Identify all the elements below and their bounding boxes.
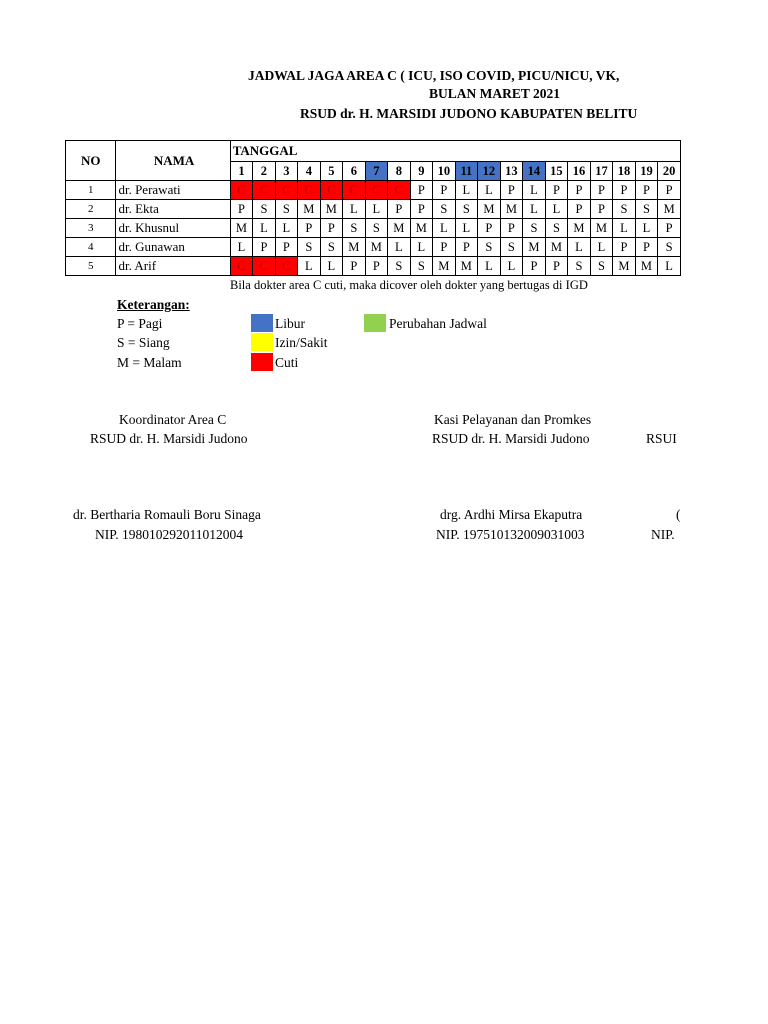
- row-nama: dr. Khusnul: [116, 219, 230, 238]
- shift-cell: L: [433, 219, 456, 238]
- day-header-cell: 3: [275, 162, 297, 181]
- shift-cell: P: [343, 257, 366, 276]
- hospital-name: RSUD dr. H. MARSIDI JUDONO KABUPATEN BELITU: [300, 106, 638, 121]
- shift-cell: P: [613, 181, 636, 200]
- shift-cell: L: [388, 238, 411, 257]
- shift-cell: S: [275, 200, 297, 219]
- row-no: 4: [66, 238, 116, 257]
- shift-cell: L: [478, 257, 501, 276]
- day-header-cell: 16: [568, 162, 591, 181]
- day-header-cell: 6: [343, 162, 366, 181]
- schedule-month: BULAN MARET 2021: [429, 86, 561, 101]
- row-nama: dr. Arif: [116, 257, 230, 276]
- shift-cell: S: [298, 238, 321, 257]
- shift-cell: P: [320, 219, 343, 238]
- day-header-cell: 19: [635, 162, 658, 181]
- sig-middle-org: RSUD dr. H. Marsidi Judono: [432, 431, 590, 446]
- shift-cell: M: [635, 257, 658, 276]
- schedule-table: [65, 140, 681, 276]
- shift-cell: P: [388, 200, 411, 219]
- no-header: NO: [66, 141, 116, 181]
- shift-cell: P: [433, 238, 456, 257]
- shift-cell: L: [658, 257, 681, 276]
- shift-cell: P: [658, 219, 681, 238]
- tanggal-header: TANGGAL: [230, 141, 680, 162]
- day-header-cell: 9: [410, 162, 433, 181]
- shift-cell: S: [455, 200, 478, 219]
- shift-cell: P: [568, 200, 591, 219]
- shift-cell: S: [388, 257, 411, 276]
- shift-cell: M: [590, 219, 613, 238]
- shift-cell: M: [523, 238, 546, 257]
- shift-cell: L: [478, 181, 501, 200]
- shift-cell: P: [230, 200, 253, 219]
- shift-cell: P: [590, 181, 613, 200]
- day-header-cell: 5: [320, 162, 343, 181]
- day-header-cell: 8: [388, 162, 411, 181]
- shift-cell: L: [410, 238, 433, 257]
- day-header-cell: 13: [500, 162, 523, 181]
- shift-cell: P: [298, 219, 321, 238]
- shift-cell: P: [590, 200, 613, 219]
- shift-cell: M: [568, 219, 591, 238]
- shift-cell: L: [545, 200, 568, 219]
- shift-cell: L: [523, 200, 546, 219]
- day-header-cell: 2: [253, 162, 275, 181]
- day-header-cell: 15: [545, 162, 568, 181]
- shift-cell: L: [343, 200, 366, 219]
- shift-cell: L: [500, 257, 523, 276]
- nama-header: NAMA: [116, 141, 230, 181]
- table-row: [66, 257, 681, 276]
- perubahan-swatch: [364, 314, 386, 332]
- table-row: [66, 181, 681, 200]
- schedule-title: JADWAL JAGA AREA C ( ICU, ISO COVID, PICU/NICU, VK,: [248, 68, 620, 83]
- shift-cell: P: [500, 219, 523, 238]
- shift-cell: M: [320, 200, 343, 219]
- shift-cell: C: [253, 181, 275, 200]
- shift-cell: S: [500, 238, 523, 257]
- day-header-cell: 20: [658, 162, 681, 181]
- shift-cell: M: [613, 257, 636, 276]
- shift-cell: L: [613, 219, 636, 238]
- shift-cell: L: [590, 238, 613, 257]
- shift-cell: M: [230, 219, 253, 238]
- day-header-cell: 14: [523, 162, 546, 181]
- shift-cell: S: [568, 257, 591, 276]
- legend-malam: M = Malam: [117, 355, 182, 370]
- shift-cell: P: [433, 181, 456, 200]
- sig-middle-nip: NIP. 197510132009031003: [436, 527, 585, 542]
- legend-cuti: Cuti: [275, 355, 299, 370]
- shift-cell: L: [523, 181, 546, 200]
- shift-cell: P: [253, 238, 275, 257]
- shift-cell: S: [613, 200, 636, 219]
- shift-cell: C: [230, 257, 253, 276]
- shift-cell: P: [410, 181, 433, 200]
- table-row: [66, 238, 681, 257]
- day-header-cell: 10: [433, 162, 456, 181]
- shift-cell: L: [320, 257, 343, 276]
- shift-cell: S: [658, 238, 681, 257]
- day-header-cell: 17: [590, 162, 613, 181]
- sig-left-nip: NIP. 198010292011012004: [95, 527, 244, 542]
- shift-cell: S: [523, 219, 546, 238]
- table-row: [66, 219, 681, 238]
- shift-cell: L: [298, 257, 321, 276]
- shift-cell: M: [298, 200, 321, 219]
- shift-cell: C: [275, 257, 297, 276]
- shift-cell: L: [568, 238, 591, 257]
- shift-cell: M: [478, 200, 501, 219]
- sig-right-nip: NIP.: [651, 527, 675, 542]
- shift-cell: P: [365, 257, 388, 276]
- shift-cell: M: [433, 257, 456, 276]
- sig-middle-name: drg. Ardhi Mirsa Ekaputra: [440, 507, 583, 522]
- shift-cell: C: [365, 181, 388, 200]
- sig-right-name: (: [676, 507, 681, 522]
- shift-cell: P: [500, 181, 523, 200]
- shift-cell: M: [388, 219, 411, 238]
- shift-cell: C: [275, 181, 297, 200]
- shift-cell: C: [320, 181, 343, 200]
- libur-swatch: [251, 314, 273, 332]
- sig-left-name: dr. Bertharia Romauli Boru Sinaga: [73, 507, 261, 522]
- row-no: 5: [66, 257, 116, 276]
- cuti-swatch: [251, 353, 273, 371]
- shift-cell: P: [635, 181, 658, 200]
- shift-cell: C: [230, 181, 253, 200]
- shift-cell: P: [545, 257, 568, 276]
- shift-cell: M: [658, 200, 681, 219]
- row-no: 1: [66, 181, 116, 200]
- row-nama: dr. Gunawan: [116, 238, 230, 257]
- shift-cell: P: [635, 238, 658, 257]
- legend-title: Keterangan:: [117, 297, 190, 312]
- shift-cell: M: [545, 238, 568, 257]
- row-nama: dr. Ekta: [116, 200, 230, 219]
- legend-siang: S = Siang: [117, 335, 170, 350]
- shift-cell: P: [410, 200, 433, 219]
- cuti-note: Bila dokter area C cuti, maka dicover oleh dokter yang bertugas di IGD: [230, 278, 588, 292]
- shift-cell: S: [590, 257, 613, 276]
- day-header-cell: 12: [478, 162, 501, 181]
- shift-cell: P: [545, 181, 568, 200]
- shift-cell: S: [635, 200, 658, 219]
- row-no: 3: [66, 219, 116, 238]
- shift-cell: C: [253, 257, 275, 276]
- shift-cell: P: [658, 181, 681, 200]
- legend-pagi: P = Pagi: [117, 316, 163, 331]
- day-header-cell: 7: [365, 162, 388, 181]
- table-row: [66, 200, 681, 219]
- sig-middle-role: Kasi Pelayanan dan Promkes: [434, 412, 592, 427]
- shift-cell: P: [568, 181, 591, 200]
- legend-izin: Izin/Sakit: [275, 335, 328, 350]
- legend-libur: Libur: [275, 316, 305, 331]
- shift-cell: S: [545, 219, 568, 238]
- shift-cell: L: [635, 219, 658, 238]
- shift-cell: C: [298, 181, 321, 200]
- shift-cell: P: [523, 257, 546, 276]
- shift-cell: L: [253, 219, 275, 238]
- shift-cell: M: [410, 219, 433, 238]
- row-no: 2: [66, 200, 116, 219]
- sig-right-org: RSUI: [646, 431, 677, 446]
- day-header-cell: 11: [455, 162, 478, 181]
- day-header-cell: 1: [230, 162, 253, 181]
- shift-cell: P: [275, 238, 297, 257]
- sig-left-role: Koordinator Area C: [119, 412, 227, 427]
- sig-left-org: RSUD dr. H. Marsidi Judono: [90, 431, 248, 446]
- shift-cell: L: [455, 219, 478, 238]
- shift-cell: S: [410, 257, 433, 276]
- shift-cell: L: [365, 200, 388, 219]
- day-header-cell: 18: [613, 162, 636, 181]
- izin-swatch: [251, 333, 273, 351]
- shift-cell: L: [230, 238, 253, 257]
- shift-cell: M: [365, 238, 388, 257]
- shift-cell: M: [500, 200, 523, 219]
- shift-cell: S: [343, 219, 366, 238]
- row-nama: dr. Perawati: [116, 181, 230, 200]
- shift-cell: S: [253, 200, 275, 219]
- shift-cell: M: [343, 238, 366, 257]
- shift-cell: L: [455, 181, 478, 200]
- shift-cell: P: [613, 238, 636, 257]
- shift-cell: L: [275, 219, 297, 238]
- day-header-cell: 4: [298, 162, 321, 181]
- shift-cell: S: [320, 238, 343, 257]
- shift-cell: M: [455, 257, 478, 276]
- shift-cell: P: [455, 238, 478, 257]
- shift-cell: S: [433, 200, 456, 219]
- shift-cell: C: [388, 181, 411, 200]
- shift-cell: S: [365, 219, 388, 238]
- shift-cell: P: [478, 219, 501, 238]
- shift-cell: S: [478, 238, 501, 257]
- shift-cell: C: [343, 181, 366, 200]
- legend-perubahan: Perubahan Jadwal: [389, 316, 487, 331]
